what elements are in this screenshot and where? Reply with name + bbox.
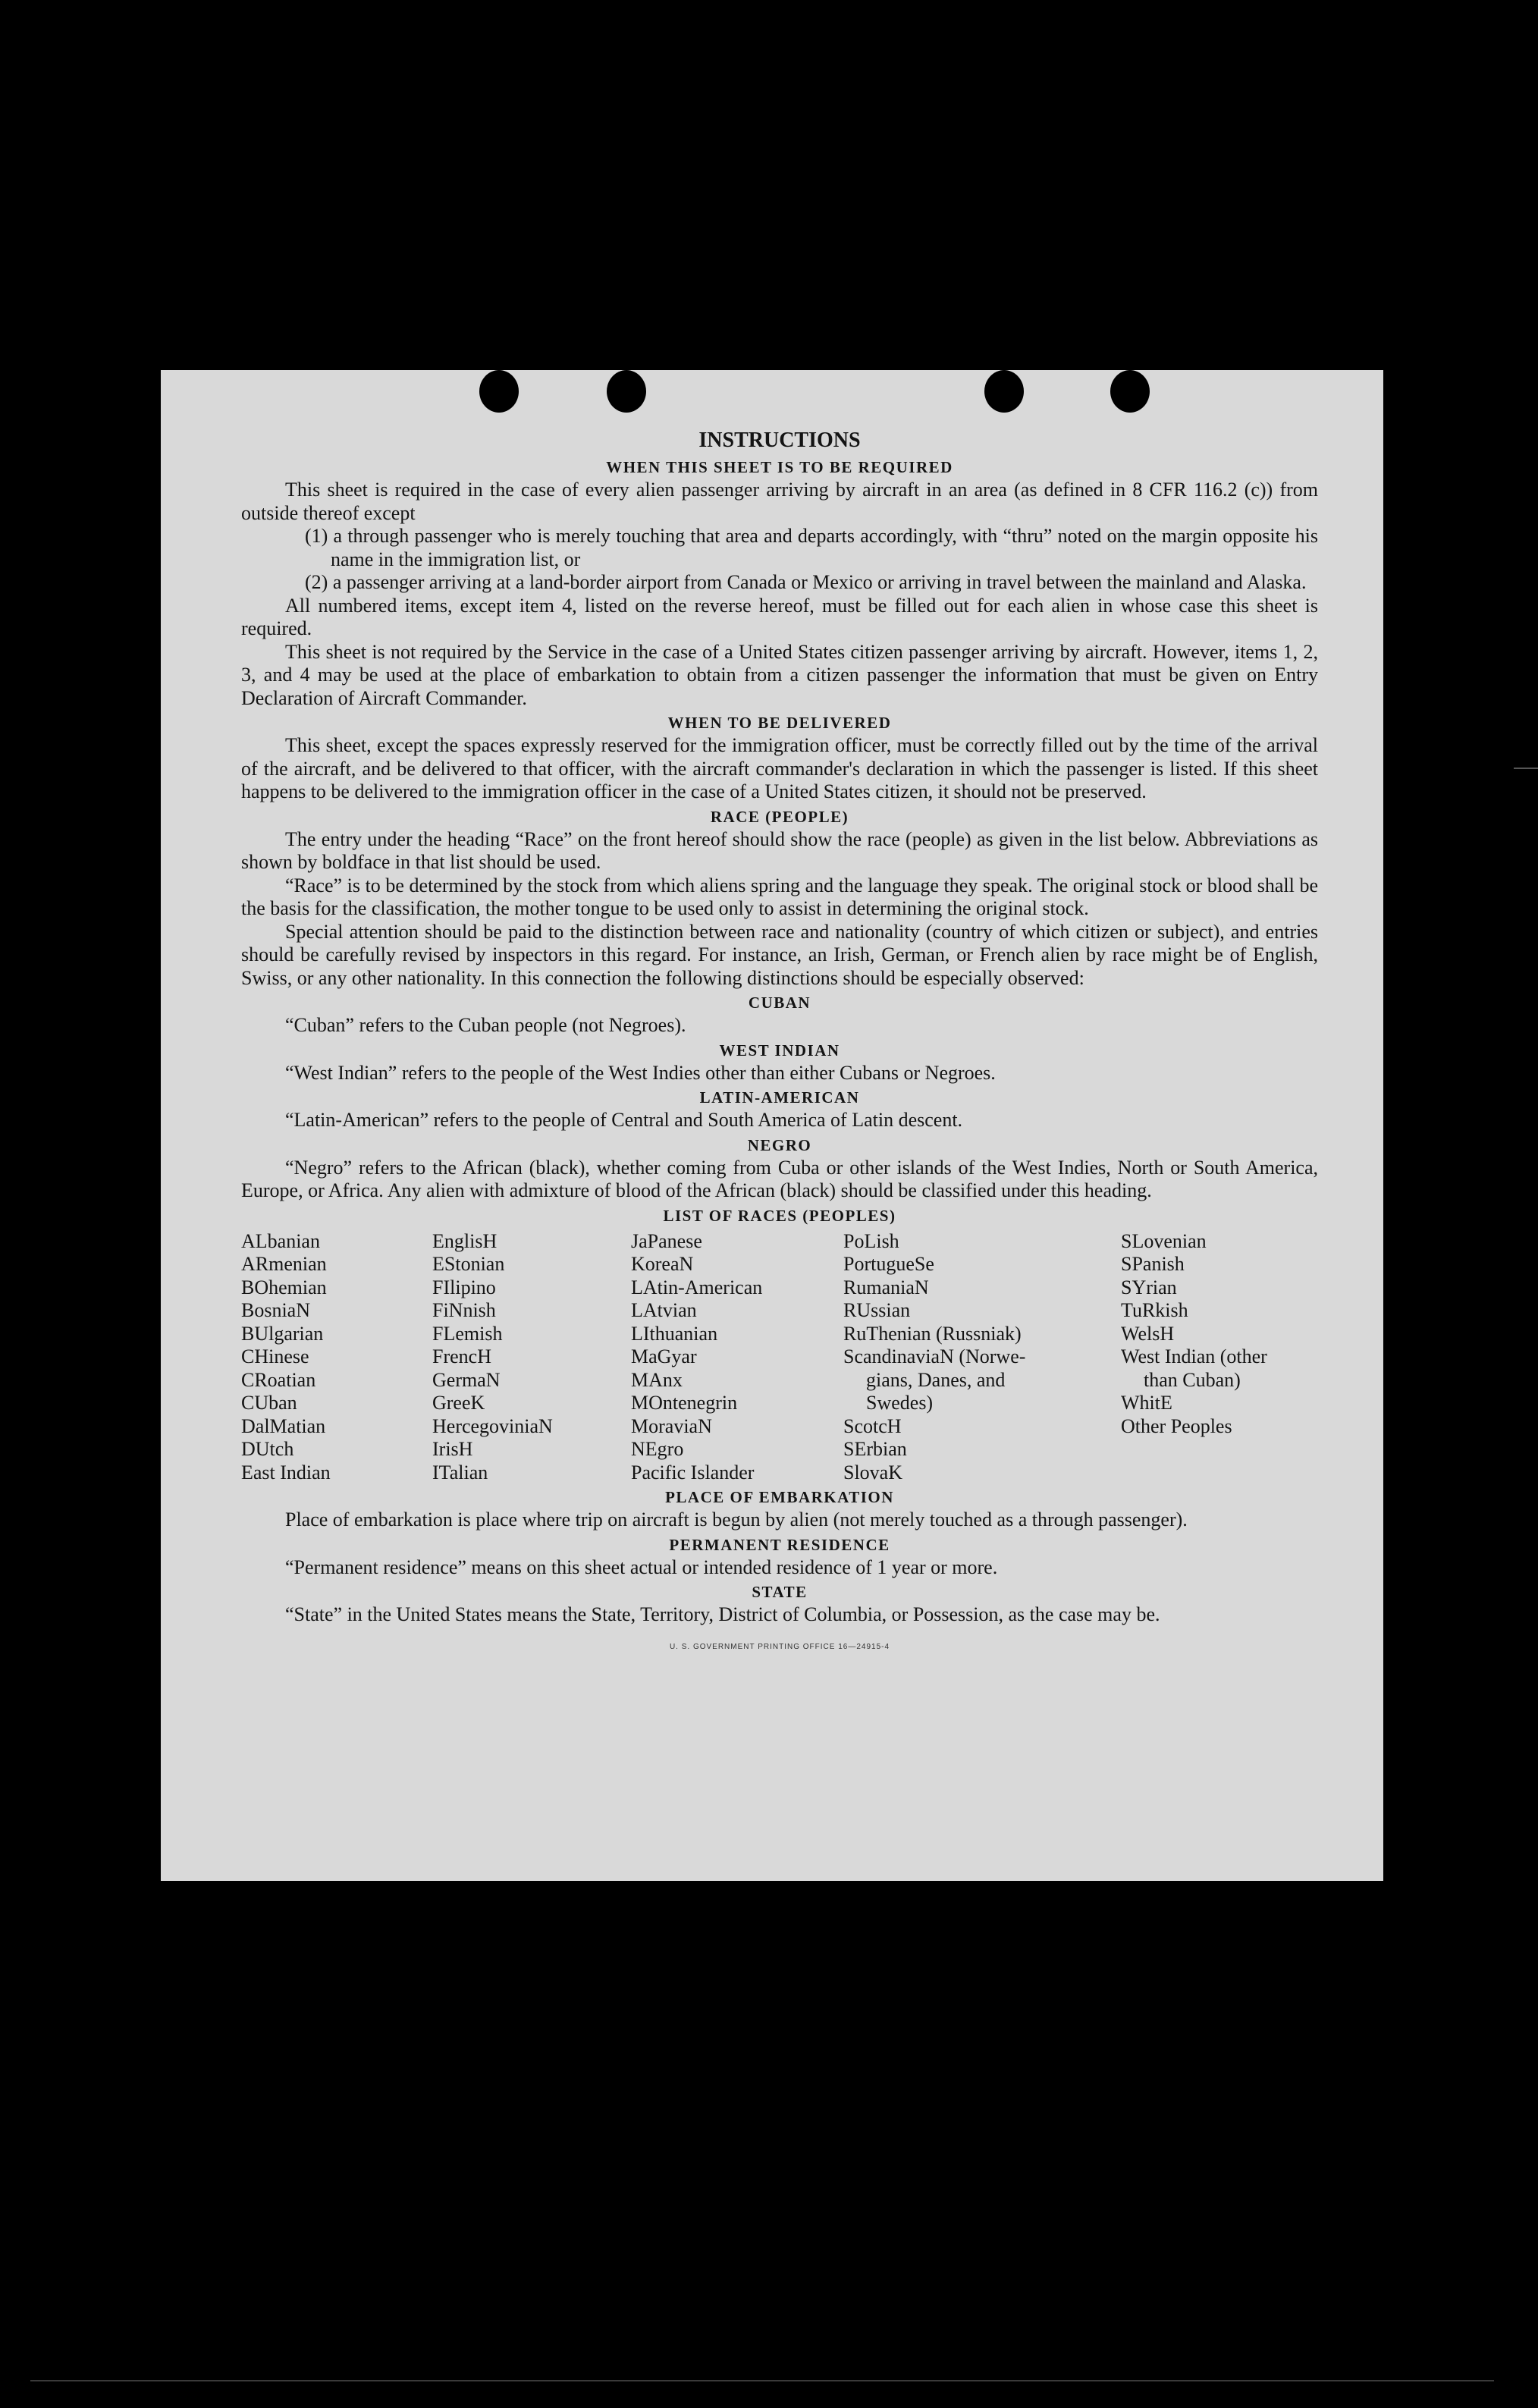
scan-edge-mark (1514, 768, 1538, 769)
race-entry: FLemish (432, 1322, 503, 1345)
document-title: INSTRUCTIONS (698, 429, 861, 452)
race-entry: LIthuanian (631, 1322, 718, 1345)
race-entry: than Cuban) (1144, 1368, 1241, 1391)
race-entry: CHinese (241, 1345, 309, 1367)
race-entry: ARmenian (241, 1253, 327, 1275)
instructions-text (241, 427, 1318, 1659)
races-list (241, 1230, 1318, 1485)
race-entry: PortugueSe (843, 1253, 934, 1275)
race-entry: FiNnish (432, 1299, 496, 1321)
section-heading: WHEN THIS SHEET IS TO BE REQUIRED (606, 458, 953, 476)
punch-hole (984, 370, 1024, 413)
race-entry: SLovenian (1121, 1229, 1207, 1252)
race-entry: BosniaN (241, 1299, 310, 1321)
race-entry: Other Peoples (1121, 1414, 1232, 1437)
race-entry: gians, Danes, and (866, 1368, 1006, 1391)
section-heading: LATIN-AMERICAN (699, 1088, 860, 1107)
race-entry: JaPanese (631, 1229, 702, 1252)
race-entry: RumaniaN (843, 1276, 929, 1298)
race-entry: MoraviaN (631, 1414, 712, 1437)
paragraph: This sheet, except the spaces expressly reserved for the immigration officer, must be correctly filled out by the time of the arrival of the aircraft, and be delivered to that officer, with the aircraft commander's declaration in which the passenger is listed. If this sheet happens to be delivered to the immigration officer in the case of a United States citizen, it should not be preserved. (241, 734, 1318, 802)
paragraph: This sheet is required in the case of every alien passenger arriving by aircraft in an area (as defined in 8 CFR 116.2 (c)) from outside thereof except (241, 479, 1318, 524)
races-column (843, 1230, 1121, 1485)
race-entry: IrisH (432, 1438, 473, 1460)
race-entry: SPanish (1121, 1253, 1185, 1275)
race-entry: LAtin-American (631, 1276, 763, 1298)
race-entry: BUlgarian (241, 1322, 324, 1345)
race-entry: PoLish (843, 1229, 899, 1252)
section-heading: PERMANENT RESIDENCE (669, 1535, 890, 1554)
paragraph: This sheet is not required by the Service in the case of a United States citizen passenger arriving by aircraft. However, items 1, 2, 3, and 4 may be used at the place of embarkation to obtain from a citizen passenger the information that must be given on Entry Declaration of Aircraft Commander. (241, 640, 1318, 709)
paragraph: Special attention should be paid to the distinction between race and nationality (country of which citizen or subject), and entries should be carefully revised by inspectors in this regard. For instance, an Irish, German, or French alien by race might be of English, Swiss, or any other nationality. In this connection the following distinctions should be especially observed: (241, 920, 1318, 989)
paragraph: “Permanent residence” means on this sheet actual or intended residence of 1 year or more. (285, 1556, 998, 1578)
race-entry: FIlipino (432, 1276, 496, 1298)
race-entry: East Indian (241, 1461, 331, 1483)
section-heading: NEGRO (747, 1135, 812, 1154)
race-entry: Pacific Islander (631, 1461, 755, 1483)
race-entry: CUban (241, 1392, 297, 1414)
race-entry: Swedes) (866, 1392, 934, 1414)
race-entry: LAtvian (631, 1299, 697, 1321)
race-entry: ScandinaviaN (Norwe- (843, 1345, 1026, 1367)
races-column (1121, 1230, 1318, 1485)
punch-hole (607, 370, 646, 413)
races-column (631, 1230, 843, 1485)
section-heading: LIST OF RACES (PEOPLES) (663, 1206, 896, 1225)
race-entry: EnglisH (432, 1229, 497, 1252)
race-entry: FrencH (432, 1345, 491, 1367)
race-entry: HercegoviniaN (432, 1414, 553, 1437)
section-heading: WHEN TO BE DELIVERED (667, 714, 892, 732)
races-column (432, 1230, 631, 1485)
race-entry: MAnx (631, 1368, 683, 1391)
race-entry: NEgro (631, 1438, 684, 1460)
race-entry: SYrian (1121, 1276, 1177, 1298)
race-entry: DalMatian (241, 1414, 326, 1437)
race-entry: MOntenegrin (631, 1392, 738, 1414)
section-heading: CUBAN (748, 994, 811, 1012)
race-entry: WhitE (1121, 1392, 1172, 1414)
race-entry: RUssian (843, 1299, 911, 1321)
race-entry: GreeK (432, 1392, 485, 1414)
race-entry: SlovaK (843, 1461, 902, 1483)
race-entry: WelsH (1121, 1322, 1175, 1345)
paragraph: “State” in the United States means the State, Territory, District of Columbia, or Possession, as the case may be. (285, 1603, 1160, 1625)
paragraph: “Race” is to be determined by the stock from which aliens spring and the language they speak. The original stock or blood shall be the basis for the classification, the mother tongue to be used only to assist in determining the original stock. (241, 874, 1318, 919)
section-heading: RACE (PEOPLE) (710, 807, 849, 826)
list-item: (1) a through passenger who is merely touching that area and departs accordingly, with “thru” noted on the margin opposite his name in the immigration list, or (305, 525, 1318, 570)
section-heading: PLACE OF EMBARKATION (665, 1488, 894, 1506)
race-entry: GermaN (432, 1368, 501, 1391)
race-entry: ScotcH (843, 1414, 902, 1437)
race-entry: TuRkish (1121, 1299, 1188, 1321)
race-entry: ITalian (432, 1461, 488, 1483)
paragraph: “West Indian” refers to the people of the West Indies other than either Cubans or Negroes. (285, 1061, 996, 1084)
section-heading: WEST INDIAN (719, 1041, 840, 1060)
race-entry: West Indian (other (1121, 1345, 1267, 1367)
race-entry: ALbanian (241, 1229, 320, 1252)
section-heading: STATE (752, 1583, 808, 1601)
race-entry: CRoatian (241, 1368, 316, 1391)
punch-hole (1110, 370, 1150, 413)
paragraph: “Negro” refers to the African (black), whether coming from Cuba or other islands of the West Indies, North or South America, Europe, or Africa. Any alien with admixture of blood of the African (black) should be classified under this heading. (241, 1156, 1318, 1201)
race-entry: SErbian (843, 1438, 907, 1460)
punch-hole (479, 370, 519, 413)
paragraph: “Latin-American” refers to the people of Central and South America of Latin descent. (285, 1109, 963, 1131)
list-item: (2) a passenger arriving at a land-border airport from Canada or Mexico or arriving in travel between the mainland and Alaska. (305, 571, 1307, 593)
paragraph: All numbered items, except item 4, listed on the reverse hereof, must be filled out for each alien in whose case this sheet is required. (241, 594, 1318, 639)
race-entry: BOhemian (241, 1276, 327, 1298)
paragraph: Place of embarkation is place where trip on aircraft is begun by alien (not merely touched as a through passenger). (285, 1509, 1188, 1531)
paragraph: “Cuban” refers to the Cuban people (not Negroes). (285, 1014, 686, 1036)
race-entry: KoreaN (631, 1253, 694, 1275)
paragraph: The entry under the heading “Race” on the front hereof should show the race (people) as given in the list below. Abbreviations as shown by boldface in that list should be used. (241, 827, 1318, 873)
race-entry: MaGyar (631, 1345, 697, 1367)
document-page (161, 370, 1383, 1881)
race-entry: RuThenian (Russniak) (843, 1322, 1022, 1345)
printer-imprint: U. S. GOVERNMENT PRINTING OFFICE 16—24915-4 (669, 1642, 890, 1651)
race-entry: EStonian (432, 1253, 505, 1275)
races-column (241, 1230, 432, 1485)
race-entry: DUtch (241, 1438, 294, 1460)
scan-edge-line (30, 2380, 1494, 2381)
